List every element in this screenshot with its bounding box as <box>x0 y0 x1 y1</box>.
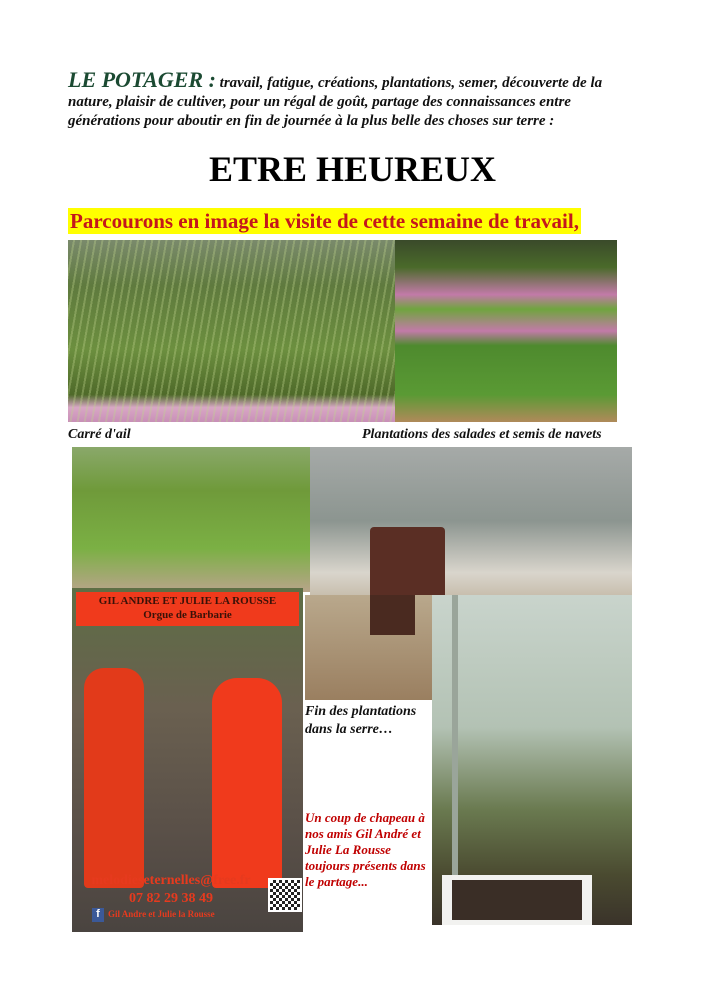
photo-greenhouse-interior <box>432 595 632 925</box>
flyer-title: GIL ANDRE ET JULIE LA ROUSSE <box>98 595 277 607</box>
qr-code-icon <box>268 878 302 912</box>
performer-woman <box>212 678 282 888</box>
flyer-gil-andre-julie-la-rousse <box>72 588 303 932</box>
caption-thanks: Un coup de chapeau à nos amis Gil André et Julie La Rousse toujours présents dans le partage... <box>305 810 426 889</box>
photo-lettuce-bed <box>72 447 310 592</box>
caption-greenhouse: Fin des plantations dans la serre… <box>305 704 417 737</box>
intro-paragraph <box>68 67 638 131</box>
flyer-email: melodieseternelles@free.fr <box>91 873 251 888</box>
intro-text: travail, fatigue, créations, plantations, semer, découverte de la nature, plaisir de cultiver, pour un régal de goût, partage des connaissances entre générations pour aboutir en fin de journée à la plus belle des choses sur terre : <box>68 75 603 129</box>
caption-garlic: Carré d'ail <box>68 427 131 442</box>
photo-garlic-bed <box>68 240 395 422</box>
flyer-facebook: Gil Andre et Julie la Rousse <box>108 909 215 919</box>
photo-salad-beds <box>395 240 617 422</box>
intro-lead: LE POTAGER : <box>68 67 216 92</box>
photo-greenhouse-exterior <box>310 447 632 595</box>
facebook-icon: f <box>92 908 104 922</box>
flyer-banner <box>76 592 299 626</box>
caption-salads: Plantations des salades et semis de navets <box>362 427 602 442</box>
subtitle-highlight: Parcourons en image la visite de cette semaine de travail, <box>70 209 579 233</box>
flyer-subtitle: Orgue de Barbarie <box>143 609 232 621</box>
performer-man <box>84 668 144 888</box>
photo-soil <box>305 595 432 700</box>
flyer-phone: 07 82 29 38 49 <box>129 891 213 906</box>
headline: ETRE HEUREUX <box>208 149 497 189</box>
